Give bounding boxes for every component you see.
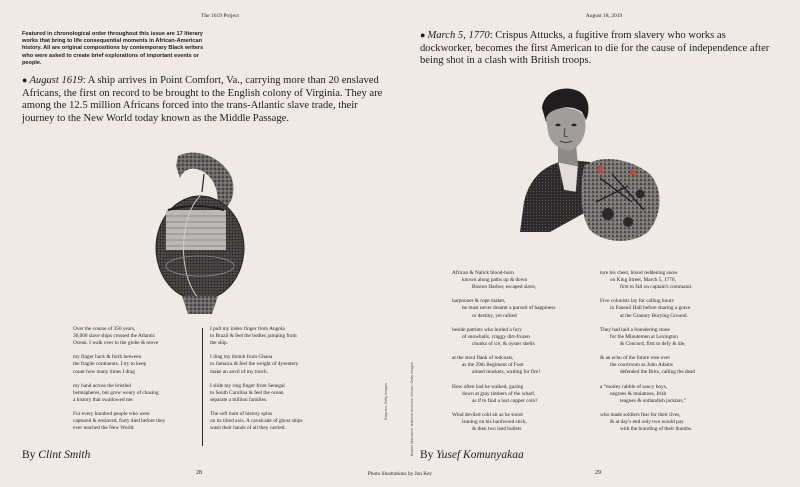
poem-line: Five colonists lay for calling hours <box>600 298 674 305</box>
poem-line: or destiny, yet rallied <box>472 312 517 319</box>
poem-line: beside patriots who hurled a fury <box>452 326 522 333</box>
poem-line: with the branding of their thumbs. <box>620 426 693 433</box>
poem-line: as if to find a lost copper coin? <box>472 397 538 404</box>
stanza <box>600 384 740 405</box>
headline-date: March 5, 1770 <box>427 30 490 41</box>
poem-line: at the Granary Burying Ground. <box>620 312 688 319</box>
poem-line: in Faneuil Hall before sharing a grave <box>610 305 691 312</box>
poem-line: They had laid a foundering stone <box>600 326 670 333</box>
poem-line: African & Natick blood-born <box>452 270 514 276</box>
left-poem-column-2 <box>210 326 345 440</box>
stanza <box>600 270 740 291</box>
poem-line: negroes & mulattoes, Irish <box>610 390 667 397</box>
poem-line: on King Street, March 5, 1770, <box>610 277 676 284</box>
headline-date: August 1619 <box>29 75 83 86</box>
right-running-head: August 18, 2019 <box>585 13 623 19</box>
photo-credit: Photo illustrations by Jon Key <box>367 471 433 477</box>
poem-line: to Jamaica & feel the weight of dysentery <box>210 361 299 368</box>
stanza <box>452 270 592 291</box>
byline-prefix: By <box>22 449 36 461</box>
poem-line: aimed muskets, waiting for fire! <box>472 369 541 376</box>
stanza <box>452 412 592 433</box>
stanza <box>600 355 740 376</box>
poem-line: my finger back & forth between <box>73 354 142 361</box>
poem-line: a “motley rabble of saucy boys, <box>600 383 668 390</box>
headline-text: : Crispus Attucks, a fugitive from slavery who works as dockworker, becomes the first American to die for the cause of independence after being shot in a clash with British troops. <box>420 30 770 67</box>
poem-line: he must never dreamt a pursuit of happiness <box>462 305 556 312</box>
left-headline <box>22 74 388 125</box>
poem-line: harpooner & rope maker, <box>452 298 506 305</box>
poem-line: & then two lead bullets <box>472 426 522 433</box>
poem-line: make an anvil of my touch. <box>210 368 268 375</box>
poem-line: a history that swallowed me. <box>73 396 134 403</box>
poem-line: my hand across the bristled <box>73 382 131 389</box>
stanza <box>452 327 592 348</box>
stanza <box>73 354 203 375</box>
author-name: Yusef Komunyakaa <box>436 449 524 461</box>
poem-line: first to fall on captain's command. <box>620 284 693 291</box>
poem-line: I pull my index finger from Angola <box>210 326 285 332</box>
poem-line: & an echo of the future rose over <box>600 355 671 362</box>
poem-line: For every hundred people who were <box>73 411 150 418</box>
poem-line: of snowballs, craggy dirt-frozen <box>462 333 530 340</box>
left-poem-column-1 <box>73 326 203 440</box>
poem-line: count how many times I drag <box>73 368 135 375</box>
poem-line: captured & enslaved, forty died before they <box>73 418 166 425</box>
poem-line: & at day's end only two would pay <box>610 418 684 425</box>
poem-line: the ship. <box>210 340 228 347</box>
stanza <box>452 298 592 319</box>
intro-paragraph: Featured in chronological order throughout this issue are 17 literary works that bring to life consequential moments in African-American history. All are original compositions by contemporary Black writers who were asked to create brief explorations of important events or people. <box>22 31 204 66</box>
byline-prefix: By <box>420 449 434 461</box>
stanza <box>73 326 203 347</box>
stanza <box>452 384 592 405</box>
right-poem-column-1 <box>452 270 592 440</box>
stanza <box>73 411 203 432</box>
column-divider <box>202 328 203 446</box>
stanza <box>452 355 592 376</box>
stanza <box>73 383 203 404</box>
poem-line: for the Minutemen at Lexington <box>610 333 678 340</box>
poem-line: chunks of ice, & oyster shells <box>472 340 535 347</box>
poem-line: known along paths up & down <box>462 277 528 284</box>
stanza <box>210 383 345 404</box>
poem-line: The soft hum of history spins <box>210 411 273 418</box>
stanza <box>210 411 345 432</box>
stanza <box>210 354 345 375</box>
left-byline <box>22 449 90 461</box>
poem-line: leaning on his hardwood stick, <box>462 418 527 425</box>
ship-globe-illustration <box>138 148 258 318</box>
poem-line: I slide my ring finger from Senegal <box>210 382 285 389</box>
stanza <box>600 327 740 348</box>
right-page-number: 29 <box>595 470 601 476</box>
poem-line: wash their hands of all they carried. <box>210 425 286 432</box>
poem-line: the fragile continents. I try to keep <box>73 361 147 368</box>
poem-line: I drag my thumb from Ghana <box>210 354 273 361</box>
poem-line: down at gray timbers of the wharf, <box>462 390 536 397</box>
poem-line: who made soldiers fear for their lives, <box>600 411 681 418</box>
portrait-illustration <box>520 82 665 247</box>
poem-line: tore his chest, blood reddening snow <box>600 270 678 276</box>
left-side-credit: Diagram: Getty Images <box>384 383 388 420</box>
poem-line: ever reached the New World. <box>73 425 135 432</box>
poem-line: as the 29th Regiment of Foot <box>462 362 524 369</box>
right-headline <box>420 29 778 68</box>
poem-line: to Brazil & feel the bodies jumping from <box>210 333 297 340</box>
poem-line: at the stout flank of redcoats, <box>452 355 514 362</box>
left-page-number: 28 <box>196 470 202 476</box>
poem-line: Ocean. I walk over to the globe & move <box>73 340 159 347</box>
right-byline <box>420 449 524 461</box>
poem-line: defended the Brits, calling the dead <box>620 369 696 376</box>
stanza <box>210 326 345 347</box>
poem-line: on its tilted axis. A cavalcade of ghost ships <box>210 418 303 425</box>
headline-text: : A ship arrives in Point Comfort, Va., carrying more than 20 enslaved Africans, the first on record to be brought to the English colony of Virginia. They are among the 12.5 million Africans forced into the trans-Atlantic slave trade, their journey to the New World today known as the Middle Passage. <box>22 75 383 124</box>
bullet-icon: ● <box>22 75 28 85</box>
poem-line: to South Carolina & feel the ocean <box>210 389 284 396</box>
poem-line: & Concord, first to defy & die, <box>620 340 686 347</box>
poem-line: separate a million families. <box>210 396 268 403</box>
bullet-icon: ● <box>420 30 426 40</box>
stanza <box>600 298 740 319</box>
left-running-head: The 1619 Project <box>201 13 239 19</box>
poem-line: hemispheres, but grow weary of chasing <box>73 389 159 396</box>
stanza <box>600 412 740 433</box>
poem-line: How often had he walked, gazing <box>452 383 524 390</box>
poem-line: the courtroom as John Adams <box>610 362 673 369</box>
poem-line: Over the course of 350 years, <box>73 326 136 332</box>
author-name: Clint Smith <box>38 449 91 461</box>
right-poem-column-2 <box>600 270 740 440</box>
poem-line: Boston Harbor, escaped slave, <box>472 284 537 291</box>
poem-line: teagues & outlandish jacktars,” <box>620 397 687 404</box>
poem-line: Wind deviled cold air as he stood <box>452 411 523 418</box>
center-side-credit: Boston Massacre: National Archives. African: Getty Images. <box>410 361 414 456</box>
poem-line: 36,000 slave ships crossed the Atlantic <box>73 333 156 340</box>
